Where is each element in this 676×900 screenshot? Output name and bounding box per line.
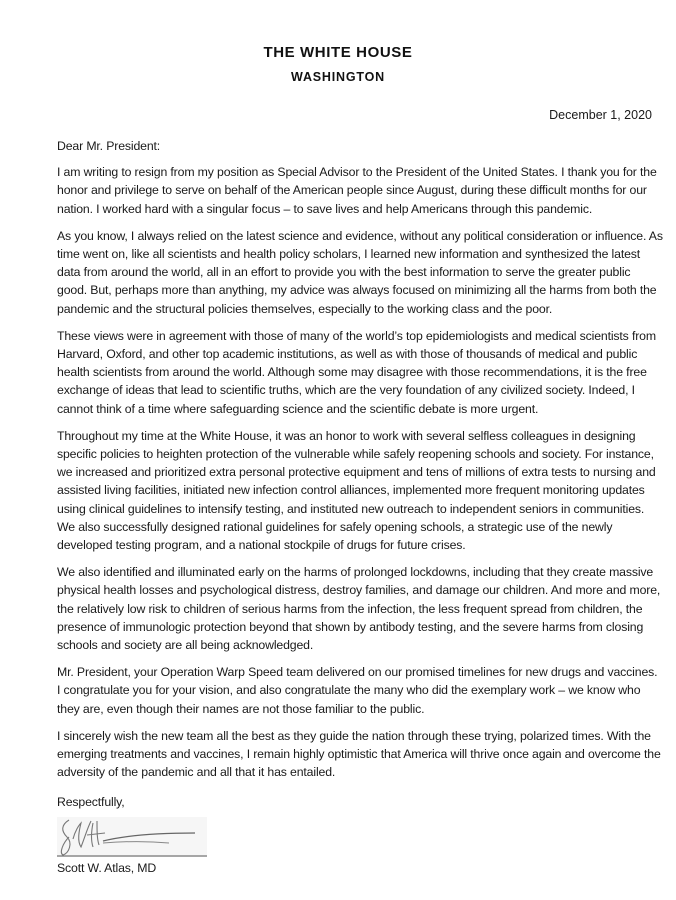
letter-body [57, 137, 663, 877]
closing: Respectfully, [57, 794, 125, 809]
paragraph-2: As you know, I always relied on the latest science and evidence, without any political consideration or influence. As time went on, like all scientists and health policy scholars, I learned new information and synthesized the latest data from around the world, all in an effort to provide you with the best information to serve the greater public good. But, perhaps more than anything, my advice was always focused on minimizing all the harms from both the pandemic and the structural policies themselves, especially to the working class and the poor. [57, 228, 663, 316]
letterhead-subtitle: WASHINGTON [291, 70, 385, 84]
paragraph-3: These views were in agreement with those of many of the world’s top epidemiologists and medical scientists from Harvard, Oxford, and other top academic institutions, as well as with those of thousands of medical and public health scientists from around the world. Although some may disagree with those recommendations, it is the free exchange of ideas that lead to scientific truths, which are the very foundation of any civilized society. Indeed, I cannot think of a time where safeguarding science and the scientific debate is more urgent. [57, 328, 656, 416]
letterhead-title: THE WHITE HOUSE [263, 44, 413, 61]
paragraph-5: We also identified and illuminated early on the harms of prolonged lockdowns, including that they create massive physical health losses and psychological distress, destroy families, and damage our children. And more and more, the relatively low risk to children of serious harms from the infection, the less frequent spread from children, the presence of immunologic protection beyond that shown by antibody testing, and the severe harms from closing schools and society are all being acknowledged. [57, 565, 661, 653]
letter-date: December 1, 2020 [549, 108, 652, 122]
paragraph-7: I sincerely wish the new team all the best as they guide the nation through these trying, polarized times. With the emerging treatments and vaccines, I remain highly optimistic that America will thrive once again and overcome the adversity of the pandemic and all that it has entailed. [57, 728, 661, 780]
paragraph-6: Mr. President, your Operation Warp Speed team delivered on our promised timelines for new drugs and vaccines. I congratulate you for your vision, and also congratulate the many who did the exemplary work – we know who they are, even though their names are not those familiar to the public. [57, 665, 658, 716]
signature-icon [57, 817, 207, 859]
salutation: Dear Mr. President: [57, 139, 161, 153]
signer-name: Scott W. Atlas, MD [57, 860, 157, 875]
paragraph-4: Throughout my time at the White House, it was an honor to work with several selfless colleagues in designing specific policies to heighten protection of the vulnerable while safely reopening schools and society. For instance, we increased and prioritized extra personal protective equipment and tens of millions of extra tests to nursing and assisted living facilities, initiated new infection control alliances, implemented more frequent monitoring updates using clinical guidelines to intensify testing, and instituted new outreach to independent seniors in communities. We also successfully designed rational guidelines for safely opening schools, a strategic use of the newly developed testing program, and a national stockpile of drugs for future crises. [57, 428, 656, 553]
paragraph-1: I am writing to resign from my position as Special Advisor to the President of the United States. I thank you for the honor and privilege to serve on behalf of the American people since August, during these difficult months for our nation. I worked hard with a singular focus – to save lives and help Americans through this pandemic. [57, 165, 657, 216]
